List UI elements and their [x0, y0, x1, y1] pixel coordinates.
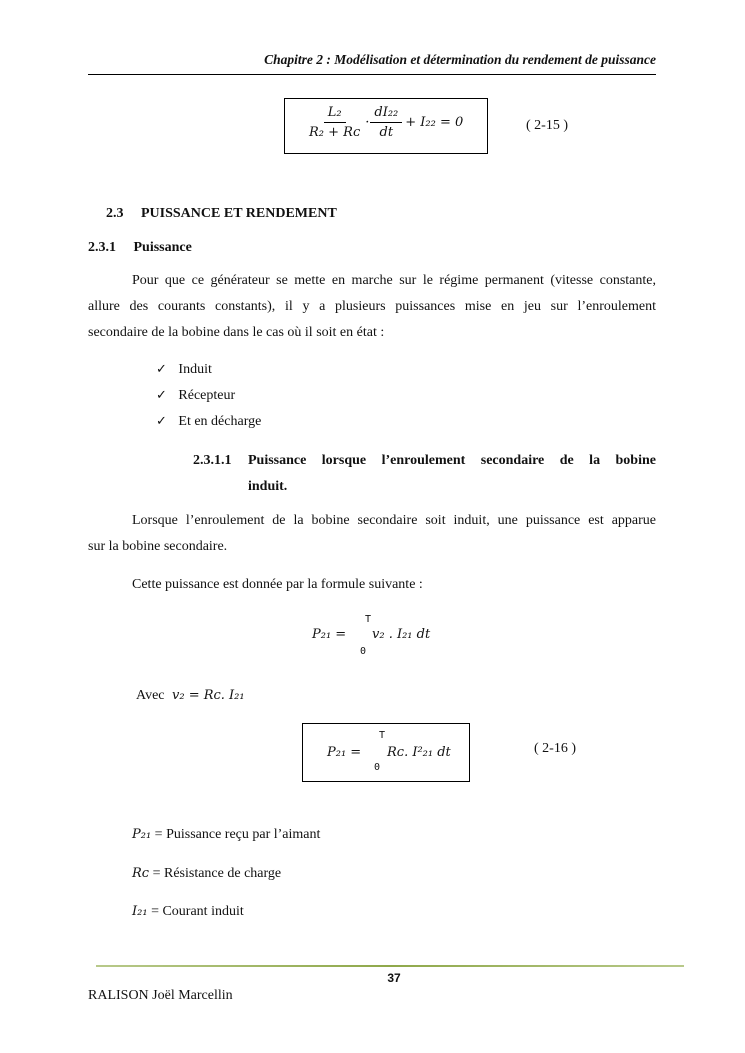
- definition-text: Courant induit: [162, 904, 244, 919]
- integrand: v₂ . I₂₁ dt: [372, 627, 431, 642]
- definition-equals: =: [151, 904, 159, 919]
- fraction-denominator: dt: [379, 125, 394, 140]
- integral-upper-limit: T: [365, 614, 372, 625]
- paragraph-intro: [88, 268, 656, 346]
- definition-symbol: I₂₁: [132, 904, 148, 919]
- avec-line: [136, 688, 245, 704]
- definition-row: [132, 866, 281, 882]
- definition-text: Puissance reçu par l’aimant: [166, 827, 321, 842]
- definition-equals: =: [152, 866, 161, 881]
- section-2-3-1-1-number: 2.3.1.1: [193, 453, 232, 468]
- integrand: Rᴄ. I²₂₁ dt: [387, 745, 451, 760]
- fraction-derivative: [370, 105, 402, 140]
- avec-label: Avec: [136, 688, 165, 703]
- paragraph-line: Lorsque l’enroulement de la bobine secondaire soit induit, une puissance est apparue: [132, 513, 656, 528]
- equation-2-16-box: [302, 723, 470, 782]
- paragraph-formula-intro: Cette puissance est donnée par la formule suivante :: [132, 577, 423, 592]
- equation-2-15-box: [284, 98, 488, 154]
- definition-symbol: P₂₁: [132, 827, 152, 842]
- paragraph-line: Pour que ce générateur se mette en marche sur le régime permanent (vitesse constante,: [132, 273, 656, 288]
- section-2-3-1-heading: [88, 240, 192, 256]
- equation-lhs: P₂₁ =: [312, 627, 347, 642]
- list-item-text: Récepteur: [178, 388, 236, 403]
- heading-line: Puissance lorsque l’enroulement secondaire de la bobine: [248, 453, 656, 468]
- fraction-numerator: dI₂₂: [370, 105, 402, 123]
- fraction-numerator: L₂: [324, 105, 346, 123]
- checkmark-icon: ✓: [156, 414, 167, 429]
- checkmark-icon: ✓: [156, 362, 167, 377]
- dot-operator: ·: [365, 115, 370, 130]
- avec-expression: v₂ = Rᴄ. I₂₁: [172, 688, 245, 703]
- chapter-header: Chapitre 2 : Modélisation et détermination du rendement de puissance: [264, 52, 656, 67]
- header-divider: [88, 74, 656, 75]
- equation-lhs: P₂₁ =: [327, 745, 362, 760]
- footer-divider: [96, 965, 684, 967]
- equation-rest: + I₂₂ = 0: [405, 115, 464, 130]
- paragraph-induced: [88, 508, 656, 560]
- section-2-3-1-1-title: [248, 448, 656, 500]
- section-number: 2.3: [106, 206, 124, 221]
- equation-p21-rc: [327, 730, 467, 776]
- integral-upper-limit: T: [379, 730, 386, 741]
- paragraph-line: secondaire de la bobine dans le cas où il soit en état :: [88, 325, 385, 340]
- equation-number-2-15: ( 2-15 ): [526, 118, 568, 133]
- definition-text: Résistance de charge: [163, 866, 282, 881]
- list-item-text: Induit: [178, 362, 212, 377]
- list-item-text: Et en décharge: [178, 414, 262, 429]
- definition-equals: =: [154, 827, 163, 842]
- section-number: 2.3.1: [88, 240, 116, 255]
- integral-lower-limit: 0: [374, 762, 381, 773]
- page-number: 37: [387, 971, 401, 985]
- definition-row: [132, 904, 244, 920]
- list-item: [156, 388, 235, 404]
- integral-lower-limit: 0: [360, 646, 367, 657]
- equation-number-2-16: ( 2-16 ): [534, 741, 576, 756]
- fraction-denominator: R₂ + Rᴄ: [309, 125, 361, 140]
- checkmark-icon: ✓: [156, 388, 167, 403]
- section-title: PUISSANCE ET RENDEMENT: [141, 206, 337, 221]
- list-item: [156, 362, 212, 378]
- definition-symbol: Rᴄ: [132, 866, 150, 881]
- author-name: RALISON Joël Marcellin: [88, 988, 233, 1003]
- heading-line: induit.: [248, 479, 288, 494]
- paragraph-line: allure des courants constants), il y a plusieurs puissances mise en jeu sur l’enroulement: [88, 299, 656, 314]
- section-title: Puissance: [133, 240, 192, 255]
- list-item: [156, 414, 261, 430]
- paragraph-line: sur la bobine secondaire.: [88, 539, 228, 554]
- definition-row: [132, 827, 320, 843]
- equation-p21-integral: [312, 612, 452, 662]
- section-2-3-heading: [106, 206, 337, 222]
- fraction-l2-over-r: [305, 105, 364, 140]
